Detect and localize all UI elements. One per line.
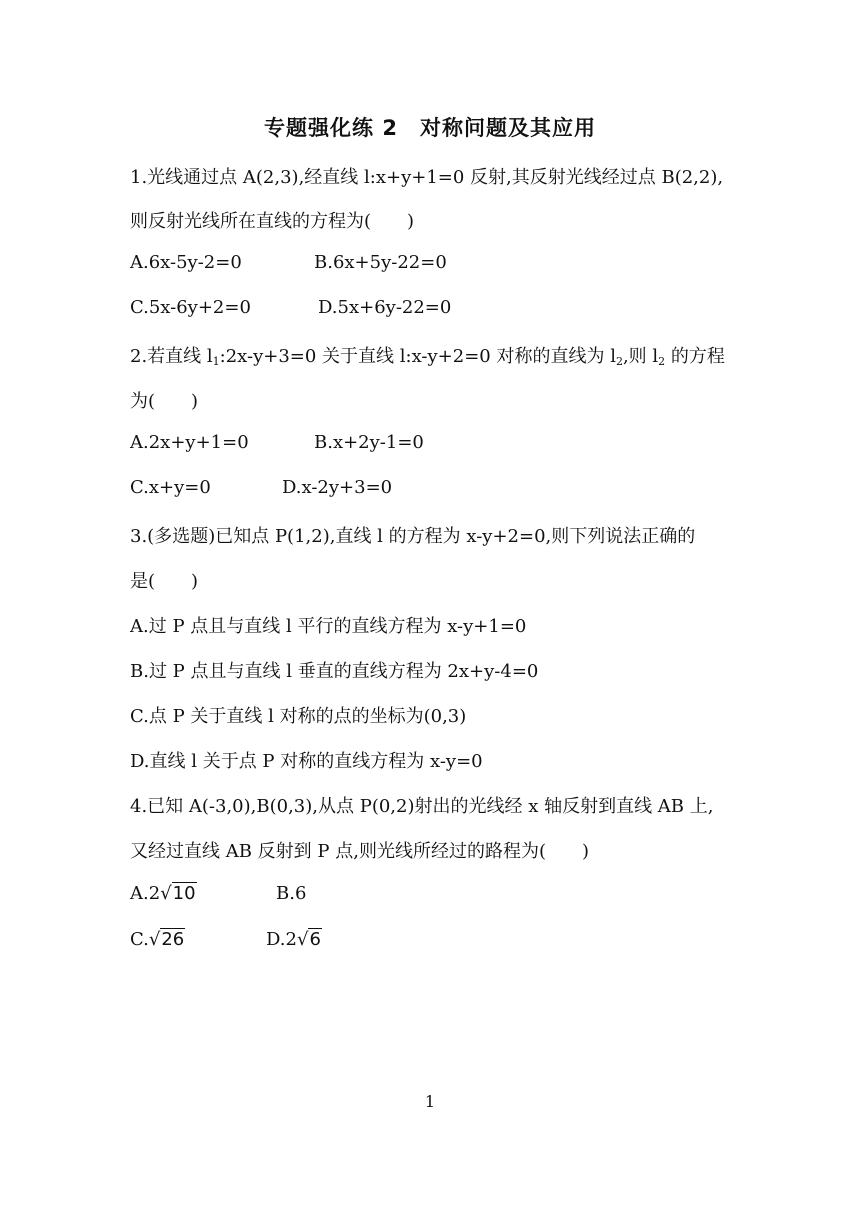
q4-option-d-radicand: 6 — [309, 929, 321, 950]
q2-stem-line2: 为( ) — [130, 391, 199, 412]
q2-subscript-1: 1 — [212, 355, 220, 368]
q4-option-a-radicand: 10 — [172, 883, 196, 904]
q3-stem-line1: 3.(多选题)已知点 P(1,2),直线 l 的方程为 x-y+2=0,则下列说法正确的 — [130, 526, 696, 547]
q1-option-d: D.5x+6y-22=0 — [318, 297, 452, 318]
q1-option-c: C.5x-6y+2=0 — [130, 297, 251, 318]
q2-text-4: 的方程 — [665, 346, 725, 367]
q4-option-a — [130, 882, 276, 904]
q1-options-cd — [130, 297, 451, 318]
q2-stem-line1 — [130, 342, 725, 368]
q1-stem-line2: 则反射光线所在直线的方程为( ) — [130, 211, 415, 232]
sqrt-symbol: √ — [160, 883, 172, 904]
q3-option-a: A.过 P 点且与直线 l 平行的直线方程为 x-y+1=0 — [130, 616, 527, 637]
q2-options-ab — [130, 432, 424, 453]
q1-option-b: B.6x+5y-22=0 — [314, 252, 447, 273]
q2-option-c: C.x+y=0 — [130, 477, 211, 498]
page-number: 1 — [424, 1092, 436, 1111]
q2-subscript-2: 2 — [615, 355, 623, 368]
q2-options-cd — [130, 477, 392, 498]
q4-options-ab — [130, 882, 306, 904]
q4-options-cd — [130, 928, 322, 950]
q3-option-b: B.过 P 点且与直线 l 垂直的直线方程为 2x+y-4=0 — [130, 661, 539, 682]
q3-option-d: D.直线 l 关于点 P 对称的直线方程为 x-y=0 — [130, 751, 483, 772]
q4-stem-line2: 又经过直线 AB 反射到 P 点,则光线所经过的路程为( ) — [130, 841, 589, 862]
q1-options-ab — [130, 252, 447, 273]
q4-stem-line1: 4.已知 A(-3,0),B(0,3),从点 P(0,2)射出的光线经 x 轴反射到直线 AB 上, — [130, 796, 714, 817]
q2-option-d: D.x-2y+3=0 — [282, 477, 393, 498]
sqrt-symbol: √ — [148, 929, 161, 950]
q2-option-a: A.2x+y+1=0 — [130, 432, 249, 453]
q4-option-b: B.6 — [276, 883, 307, 904]
q3-stem-line2: 是( ) — [130, 571, 199, 592]
q2-text-3: ,则 l — [622, 346, 659, 367]
q4-option-a-prefix: A.2 — [130, 883, 161, 904]
q4-option-c-prefix: C. — [130, 929, 149, 950]
sqrt-symbol: √ — [296, 929, 309, 950]
q2-subscript-3: 2 — [658, 355, 666, 368]
q2-option-b: B.x+2y-1=0 — [314, 432, 424, 453]
page-title: 专题强化练 2 对称问题及其应用 — [264, 116, 596, 140]
q2-text-1: 2.若直线 l — [130, 346, 213, 367]
q4-option-c — [130, 928, 266, 950]
q4-option-d — [266, 928, 322, 950]
q2-text-2: :2x-y+3=0 关于直线 l:x-y+2=0 对称的直线为 l — [219, 346, 616, 367]
q1-stem-line1: 1.光线通过点 A(2,3),经直线 l:x+y+1=0 反射,其反射光线经过点 B(2,2), — [130, 167, 724, 188]
q4-option-d-prefix: D.2 — [266, 929, 297, 950]
q1-option-a: A.6x-5y-2=0 — [130, 252, 242, 273]
q3-option-c: C.点 P 关于直线 l 对称的点的坐标为(0,3) — [130, 706, 467, 727]
q4-option-c-radicand: 26 — [161, 929, 185, 950]
